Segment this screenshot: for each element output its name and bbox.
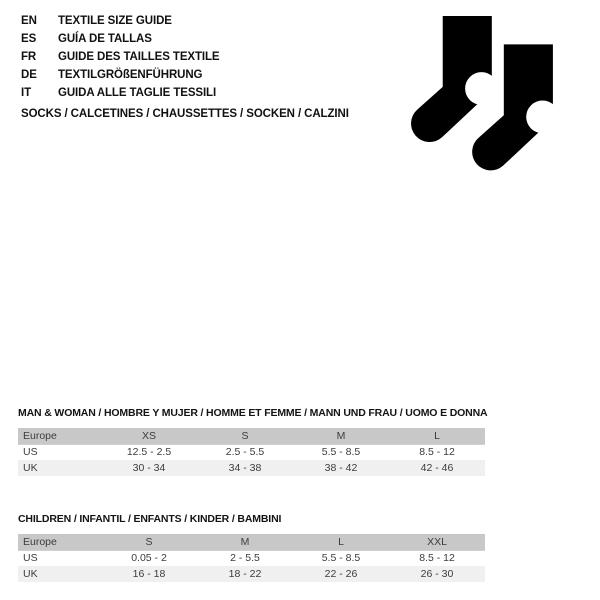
language-row-es: [21, 30, 220, 48]
table-row: [18, 444, 485, 460]
table-row: [18, 566, 485, 582]
sock-back: [411, 16, 498, 142]
language-list: [21, 12, 220, 102]
socks-icon: [410, 16, 560, 171]
language-label: GUIDE DES TAILLES TEXTILE: [58, 51, 220, 63]
language-code: ES: [21, 33, 37, 45]
size-value: 18 - 22: [228, 568, 262, 580]
size-value: 5.5 - 8.5: [321, 446, 361, 458]
size-value: 5.5 - 8.5: [321, 552, 361, 564]
column-header: M: [336, 430, 346, 442]
size-value: 38 - 42: [324, 462, 358, 474]
adult-size-table: [18, 428, 485, 476]
children-size-table: [18, 534, 485, 582]
table-row: [18, 460, 485, 476]
size-value: 2 - 5.5: [230, 552, 260, 564]
adult-table-title: MAN & WOMAN / HOMBRE Y MUJER / HOMME ET FEMME / MANN UND FRAU / UOMO E DONNA: [18, 407, 488, 419]
column-header: Europe: [23, 430, 57, 442]
size-value: 42 - 46: [420, 462, 454, 474]
language-code: EN: [21, 15, 37, 27]
column-header: S: [145, 536, 153, 548]
column-header: S: [241, 430, 249, 442]
size-value: 26 - 30: [420, 568, 454, 580]
row-label: UK: [23, 462, 38, 474]
size-value: 12.5 - 2.5: [126, 446, 172, 458]
column-header: L: [434, 430, 440, 442]
size-value: 8.5 - 12: [419, 446, 455, 458]
row-label: UK: [23, 568, 38, 580]
language-label: GUIDA ALLE TAGLIE TESSILI: [58, 87, 217, 99]
column-header: L: [338, 536, 344, 548]
column-header: Europe: [23, 536, 57, 548]
size-value: 8.5 - 12: [419, 552, 455, 564]
language-code: DE: [21, 69, 37, 81]
table-header-row: [18, 428, 485, 444]
children-table-title: CHILDREN / INFANTIL / ENFANTS / KINDER / BAMBINI: [18, 513, 282, 525]
size-value: 22 - 26: [324, 568, 358, 580]
table-header-row: [18, 534, 485, 550]
language-row-it: [21, 84, 220, 102]
row-label: US: [23, 446, 38, 458]
row-label: US: [23, 552, 38, 564]
language-label: TEXTILGRÖßENFÜHRUNG: [58, 69, 203, 81]
size-value: 2.5 - 5.5: [225, 446, 265, 458]
column-header: M: [240, 536, 250, 548]
language-row-de: [21, 66, 220, 84]
language-code: FR: [21, 51, 37, 63]
size-value: 34 - 38: [228, 462, 262, 474]
language-code: IT: [21, 87, 32, 99]
language-row-fr: [21, 48, 220, 66]
table-row: [18, 550, 485, 566]
column-header: XXL: [427, 536, 447, 548]
language-label: TEXTILE SIZE GUIDE: [58, 15, 172, 27]
category-title: SOCKS / CALCETINES / CHAUSSETTES / SOCKEN / CALZINI: [21, 108, 349, 120]
language-label: GUÍA DE TALLAS: [58, 33, 152, 45]
size-value: 16 - 18: [132, 568, 166, 580]
size-value: 30 - 34: [132, 462, 166, 474]
size-value: 0.05 - 2: [131, 552, 167, 564]
column-header: XS: [141, 430, 156, 442]
language-row-en: [21, 12, 220, 30]
